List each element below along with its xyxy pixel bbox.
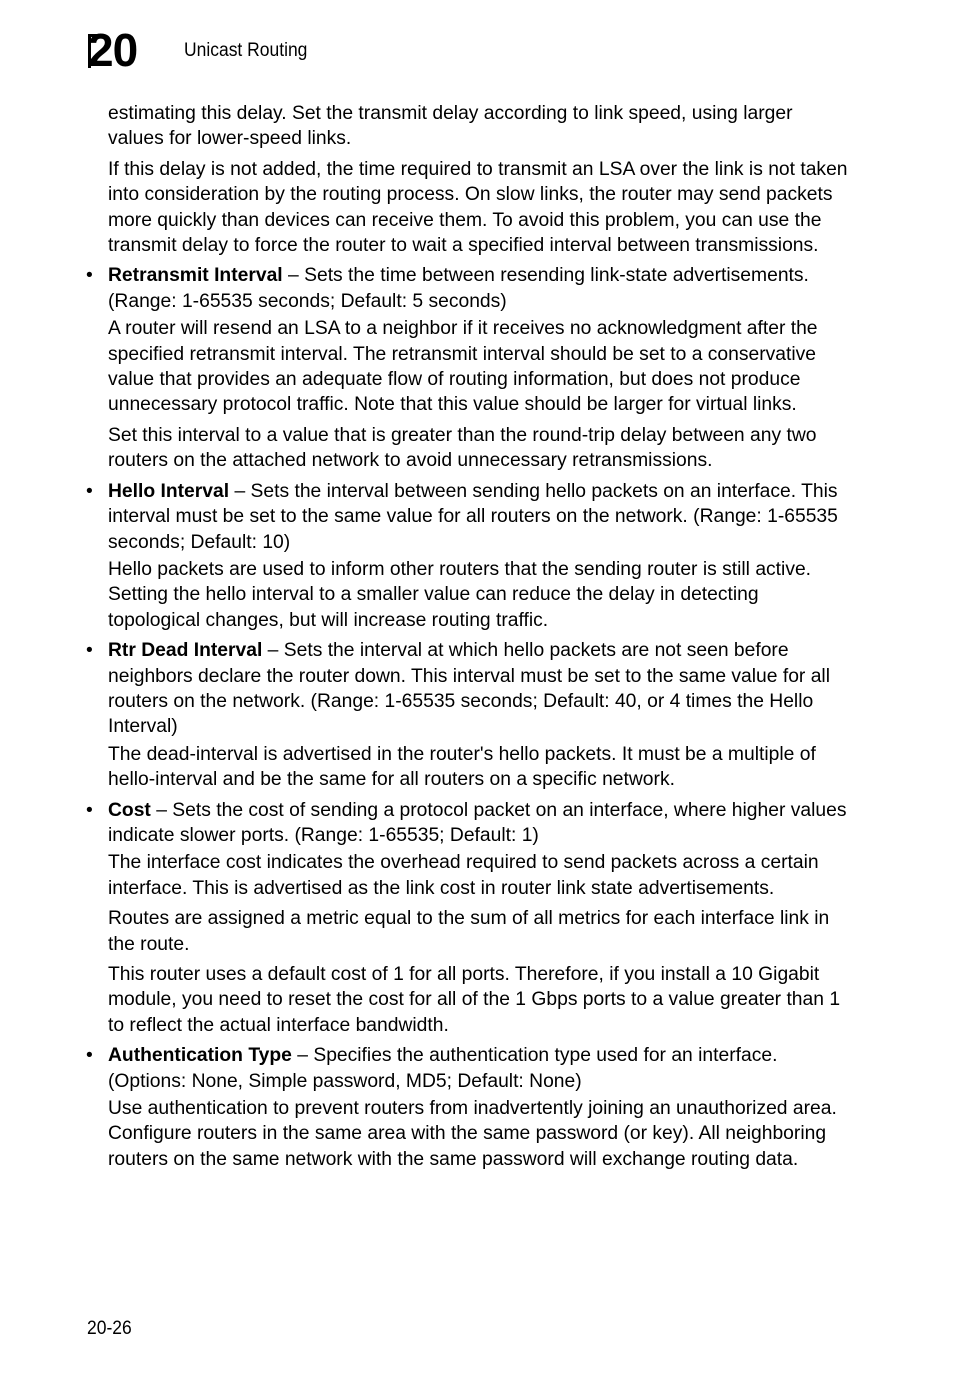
page-body xyxy=(86,101,848,1177)
bullet: • xyxy=(86,265,93,287)
item-paragraph: Hello packets are used to inform other routers that the sending router is still active. Setting the hello interval to a smaller value can reduce the delay in detecting topological changes, but will increase routing traffic. xyxy=(108,558,812,631)
intro-paragraph: estimating this delay. Set the transmit delay according to link speed, using larger values for lower-speed links. xyxy=(108,103,793,150)
item-lead xyxy=(108,638,848,740)
item-term: Cost xyxy=(108,799,151,821)
item-paragraph: Use authentication to prevent routers from inadvertently joining an unauthorized area. Configure routers in the same area with the same password (or key). All neighboring routers on the same network with the same password will exchange routing data. xyxy=(108,1098,837,1170)
item-paragraph: A router will resend an LSA to a neighbor if it receives no acknowledgment after the specified retransmit interval. The retransmit interval should be set to a conservative value that provides an adequate flow of routing information, but does not produce unnecessary protocol traffic. Note that this value should be larger for virtual links. xyxy=(108,318,818,416)
bullet: • xyxy=(86,480,93,502)
item-definition: – Specifies the authentication type used for an interface. (Options: None, Simple password, MD5; Default: None) xyxy=(108,1045,778,1092)
item-definition: – Sets the cost of sending a protocol packet on an interface, where higher values indicate slower ports. (Range: 1-65535; Default: 1) xyxy=(108,799,847,846)
list-item-cost xyxy=(86,798,848,1039)
bullet: • xyxy=(86,640,93,662)
intro-paragraph: If this delay is not added, the time required to transmit an LSA over the link is not taken into consideration by the routing process. On slow links, the router may send packets more quickly than devices can receive them. To avoid this problem, you can use the transmit delay to force the router to wait a specified interval between transmissions. xyxy=(108,158,848,257)
item-paragraph: The interface cost indicates the overhead required to send packets across a certain interface. This is advertised as the link cost in router link state advertisements. xyxy=(108,852,819,899)
item-paragraph: This router uses a default cost of 1 for all ports. Therefore, if you install a 10 Gigabit module, you need to reset the cost for all of the 1 Gbps ports to a value greater than 1 to reflect the actual interface bandwidth. xyxy=(108,964,841,1036)
chapter-number: 20 xyxy=(88,24,138,76)
page-number: 20-26 xyxy=(87,1318,132,1339)
item-lead xyxy=(108,263,848,314)
item-lead xyxy=(108,798,848,849)
item-term: Retransmit Interval xyxy=(108,265,283,287)
bullet: • xyxy=(86,799,93,821)
item-term: Rtr Dead Interval xyxy=(108,640,263,662)
item-definition: – Sets the interval at which hello packets are not seen before neighbors declare the router down. This interval must be set to the same value for all routers on the network. (Range: 1-65535 seconds; Default: 40, or 4 times the Hello Interval) xyxy=(108,640,831,738)
list-item-rtr-dead-interval xyxy=(86,638,848,792)
item-term: Hello Interval xyxy=(108,480,230,502)
item-lead xyxy=(108,479,848,555)
list-item-hello-interval xyxy=(86,479,848,633)
chapter-title: Unicast Routing xyxy=(184,40,308,61)
item-paragraph: Set this interval to a value that is greater than the round-trip delay between any two routers on the attached network to avoid unnecessary retransmissions. xyxy=(108,424,817,472)
item-paragraph: Routes are assigned a metric equal to the sum of all metrics for each interface link in the route. xyxy=(108,908,830,955)
list-item-authentication-type xyxy=(86,1043,848,1172)
item-term: Authentication Type xyxy=(108,1045,292,1067)
item-definition: – Sets the time between resending link-state advertisements. (Range: 1-65535 seconds; Default: 5 seconds) xyxy=(108,265,809,312)
item-lead xyxy=(108,1043,848,1094)
item-definition: – Sets the interval between sending hello packets on an interface. This interval must be set to the same value for all routers on the network. (Range: 1-65535 seconds; Default: 10) xyxy=(108,480,838,553)
list-item-retransmit-interval xyxy=(86,263,848,473)
item-paragraph: The dead-interval is advertised in the router's hello packets. It must be a multiple of hello-interval and be the same for all routers on a specific network. xyxy=(108,743,816,791)
bullet: • xyxy=(86,1045,93,1067)
